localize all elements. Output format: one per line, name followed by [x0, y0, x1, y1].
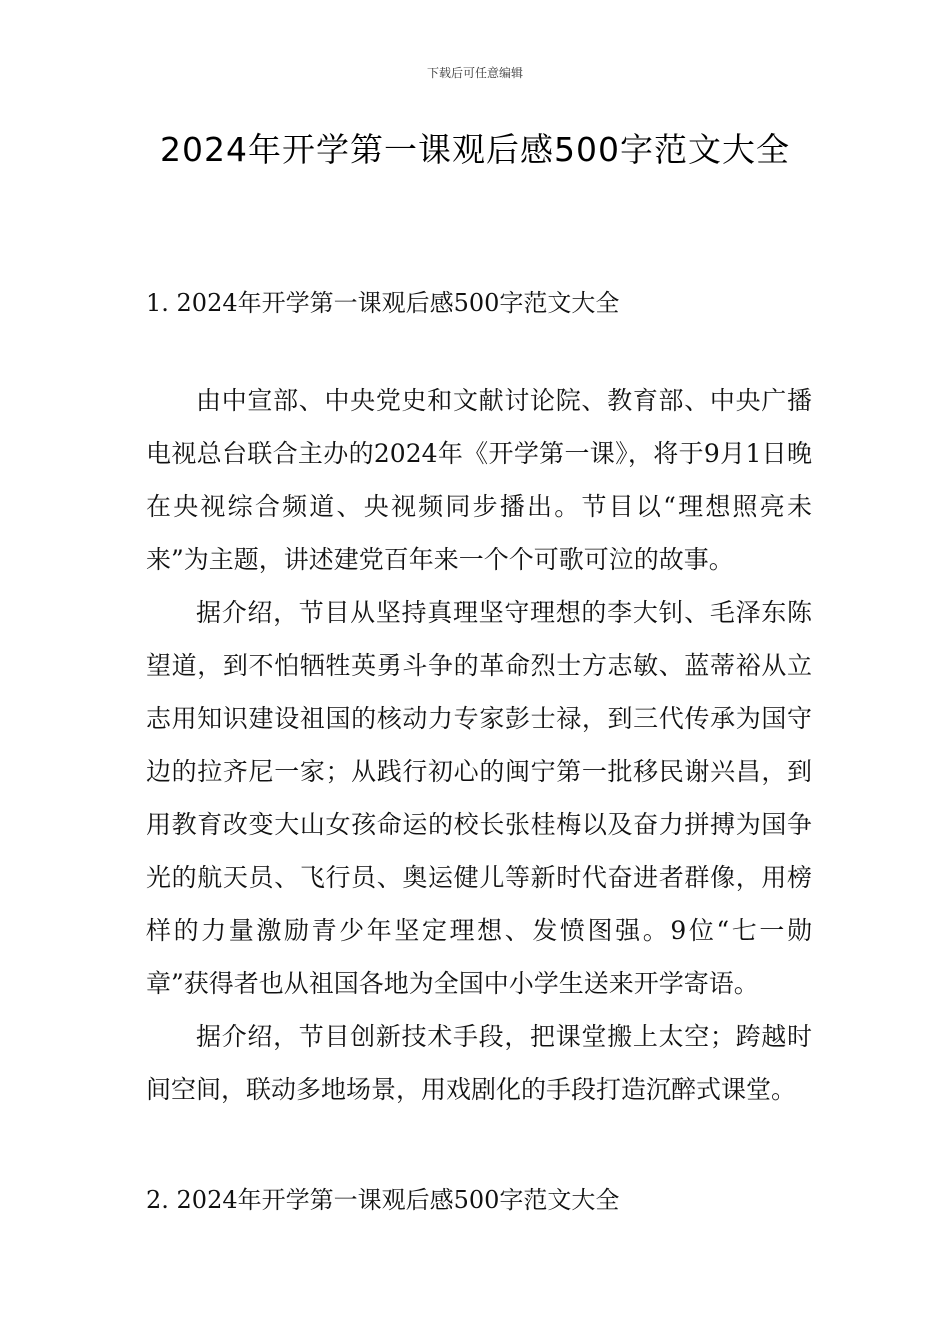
document-title: 2024年开学第一课观后感500字范文大全	[160, 130, 790, 169]
paragraph-2: 据介绍，节目从坚持真理坚守理想的李大钊、毛泽东陈望道，到不怕牺牲英勇斗争的革命烈士方志敏、蓝蒂裕从立志用知识建设祖国的核动力专家彭士禄，到三代传承为国守边的拉齐尼一家；从践行初心的闽宁第一批移民谢兴昌，到用教育改变大山女孩命运的校长张桂梅以及奋力拼搏为国争光的航天员、飞行员、奥运健儿等新时代奋进者群像，用榜样的力量激励青少年坚定理想、发愤图强。9位“七一勋章”获得者也从祖国各地为全国中小学生送来开学寄语。	[146, 598, 812, 998]
paragraph-3: 据介绍，节目创新技术手段，把课堂搬上太空；跨越时间空间，联动多地场景，用戏剧化的手段打造沉醉式课堂。	[146, 1022, 812, 1104]
header-note: 下载后可任意编辑	[426, 66, 523, 80]
section-heading-2: 2. 2024年开学第一课观后感500字范文大全	[146, 1186, 620, 1214]
paragraph-1: 由中宣部、中央党史和文献讨论院、教育部、中央广播电视总台联合主办的2024年《开学第一课》，将于9月1日晚在央视综合频道、央视频同步播出。节目以“理想照亮未来”为主题，讲述建党百年来一个个可歌可泣的故事。	[146, 386, 812, 574]
section-heading-1: 1. 2024年开学第一课观后感500字范文大全	[146, 289, 620, 317]
